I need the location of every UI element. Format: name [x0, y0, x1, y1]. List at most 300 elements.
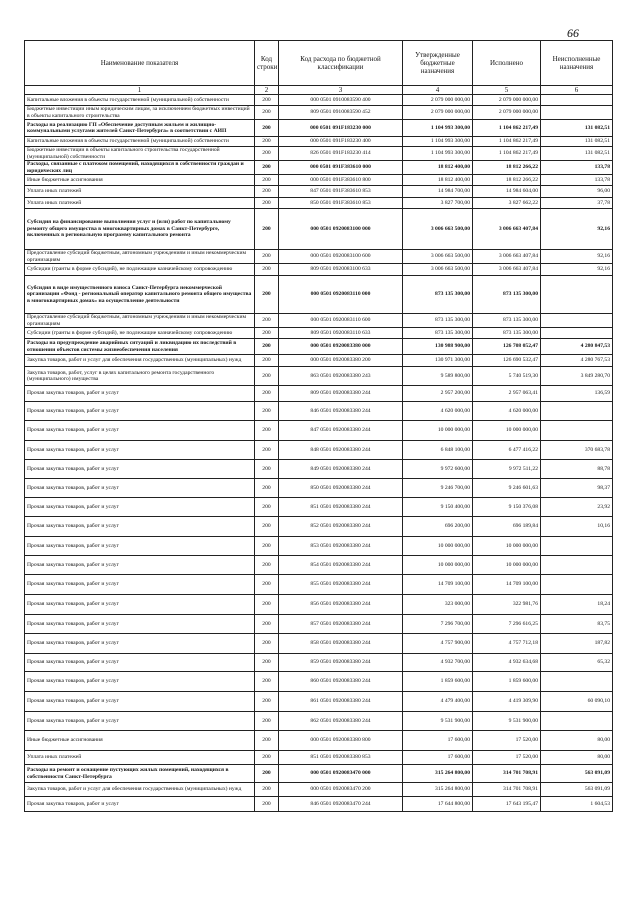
row-remaining: 92,16 — [541, 250, 613, 264]
row-remaining: 133,78 — [541, 175, 613, 186]
row-approved: 17 600,00 — [403, 751, 473, 765]
row-line-code: 200 — [255, 147, 279, 161]
row-approved: 696 200,00 — [403, 517, 473, 537]
row-name: Субсидии (гранты в форме субсидий), не подлежащие казначейскому сопровождению — [25, 264, 255, 276]
row-line-code: 200 — [255, 517, 279, 537]
row-line-code: 200 — [255, 328, 279, 339]
table-row — [25, 672, 613, 692]
row-line-code: 200 — [255, 421, 279, 441]
row-remaining — [541, 672, 613, 692]
row-approved: 17 600,00 — [403, 731, 473, 751]
row-executed: 17 520,00 — [473, 731, 541, 751]
column-number: 4 — [403, 86, 473, 95]
row-name: Прочая закупка товаров, работ и услуг — [25, 654, 255, 672]
row-name: Прочая закупка товаров, работ и услуг — [25, 537, 255, 556]
table-row — [25, 460, 613, 479]
row-line-code: 200 — [255, 209, 279, 250]
row-name: Субсидия на финансирование выполнения услуг и (или) работ по капитальному ремонту общего имущества в многоквартирных домах в Санкт-Петербурге, включенных в региональную программу капитального ремонта — [25, 209, 255, 250]
row-line-code: 200 — [255, 537, 279, 556]
row-line-code: 200 — [255, 498, 279, 517]
row-expense-code: 000 0501 0920083380 000 — [279, 339, 403, 355]
row-approved: 315 264 800,00 — [403, 783, 473, 797]
row-executed: 1 104 862 217,49 — [473, 147, 541, 161]
row-expense-code: 000 0501 0910083590 400 — [279, 95, 403, 106]
row-approved: 315 264 800,00 — [403, 765, 473, 783]
row-remaining: 563 091,09 — [541, 765, 613, 783]
row-name: Субсидии (гранты в форме субсидий), не подлежащие казначейскому сопровождению — [25, 328, 255, 339]
row-name: Расходы на реализацию ГП «Обеспечение доступным жильем и жилищно-коммунальными услугами жителей Санкт-Петербурга» в соответствии с АИП — [25, 120, 255, 137]
row-line-code: 200 — [255, 175, 279, 186]
row-executed: 873 135 300,00 — [473, 314, 541, 328]
table-row — [25, 314, 613, 328]
row-remaining — [541, 421, 613, 441]
row-approved: 2 079 000 000,00 — [403, 106, 473, 120]
row-approved: 9 246 700,00 — [403, 479, 473, 498]
row-remaining — [541, 314, 613, 328]
table-row — [25, 498, 613, 517]
row-expense-code: 809 0501 0910083590 452 — [279, 106, 403, 120]
table-row — [25, 147, 613, 161]
row-line-code: 200 — [255, 264, 279, 276]
row-approved: 2 079 000 000,00 — [403, 95, 473, 106]
row-expense-code: 850 0501 0920083380 244 — [279, 479, 403, 498]
header-remaining: Неисполненные назначения — [541, 41, 613, 86]
row-remaining: 18,24 — [541, 595, 613, 615]
row-expense-code: 000 0501 0920083470 000 — [279, 765, 403, 783]
row-name: Субсидия в виде имущественного взноса Санкт-Петербурга некоммерческой организации «Фонд - региональный оператор капитального ремонта общего имущества в многоквартирных домах» на осуществление деятельности — [25, 276, 255, 314]
row-expense-code: 826 0501 091F183230 414 — [279, 147, 403, 161]
row-expense-code: 000 0501 091F383610 000 — [279, 161, 403, 175]
row-remaining: 92,16 — [541, 264, 613, 276]
column-number: 5 — [473, 86, 541, 95]
row-name: Прочая закупка товаров, работ и услуг — [25, 797, 255, 812]
row-name: Закупка товаров, работ и услуг для обеспечения государственных (муниципальных) нужд — [25, 355, 255, 367]
table-row — [25, 731, 613, 751]
row-executed: 2 079 000 000,00 — [473, 95, 541, 106]
row-expense-code: 000 0501 0920083470 200 — [279, 783, 403, 797]
row-expense-code: 000 0501 0920083110 600 — [279, 314, 403, 328]
row-name: Закупка товаров, работ, услуг в целях капитального ремонта государственного (муниципального) имущества — [25, 367, 255, 386]
table-row — [25, 402, 613, 421]
row-name: Закупка товаров, работ и услуг для обеспечения государственных (муниципальных) нужд — [25, 783, 255, 797]
row-name: Прочая закупка товаров, работ и услуг — [25, 595, 255, 615]
row-executed: 314 701 708,91 — [473, 765, 541, 783]
row-remaining: 60 090,10 — [541, 692, 613, 712]
row-remaining — [541, 106, 613, 120]
row-expense-code: 809 0501 0920083380 244 — [279, 386, 403, 402]
row-expense-code: 857 0501 0920083380 244 — [279, 615, 403, 634]
table-row — [25, 276, 613, 314]
row-expense-code: 000 0501 0920083100 600 — [279, 250, 403, 264]
row-expense-code: 859 0501 0920083380 244 — [279, 654, 403, 672]
row-remaining: 65,32 — [541, 654, 613, 672]
row-remaining: 3 849 280,70 — [541, 367, 613, 386]
row-remaining — [541, 712, 613, 731]
row-name: Расходы на предупреждение аварийных ситуаций и ликвидацию их последствий в отношении объектов системы жизнеобеспечения населения — [25, 339, 255, 355]
column-number: 1 — [25, 86, 255, 95]
row-approved: 10 000 000,00 — [403, 421, 473, 441]
row-name: Предоставление субсидий бюджетным, автономным учреждениям и иным некоммерческим организациям — [25, 250, 255, 264]
row-executed: 873 135 300,00 — [473, 328, 541, 339]
row-line-code: 200 — [255, 595, 279, 615]
header-executed: Исполнено — [473, 41, 541, 86]
row-approved: 873 135 300,00 — [403, 276, 473, 314]
row-approved: 10 000 000,00 — [403, 556, 473, 575]
row-remaining: 370 683,78 — [541, 441, 613, 460]
row-name: Иные бюджетные ассигнования — [25, 731, 255, 751]
budget-execution-table — [24, 40, 613, 812]
row-expense-code: 000 0501 0920083110 000 — [279, 276, 403, 314]
row-expense-code: 847 0501 091F383610 853 — [279, 186, 403, 198]
row-remaining: 131 082,51 — [541, 120, 613, 137]
row-line-code: 200 — [255, 95, 279, 106]
row-line-code: 200 — [255, 161, 279, 175]
row-expense-code: 000 0501 091F183230 000 — [279, 120, 403, 137]
row-line-code: 200 — [255, 615, 279, 634]
table-row — [25, 106, 613, 120]
row-remaining: 80,00 — [541, 731, 613, 751]
row-name: Прочая закупка товаров, работ и услуг — [25, 441, 255, 460]
row-line-code: 200 — [255, 186, 279, 198]
row-approved: 1 859 600,00 — [403, 672, 473, 692]
row-executed: 3 827 662,22 — [473, 198, 541, 209]
table-row — [25, 186, 613, 198]
table-row — [25, 198, 613, 209]
row-line-code: 200 — [255, 137, 279, 147]
row-line-code: 200 — [255, 276, 279, 314]
row-name: Прочая закупка товаров, работ и услуг — [25, 672, 255, 692]
row-remaining: 92,16 — [541, 209, 613, 250]
row-approved: 7 296 700,00 — [403, 615, 473, 634]
row-name: Прочая закупка товаров, работ и услуг — [25, 634, 255, 654]
row-remaining: 83,75 — [541, 615, 613, 634]
row-name: Прочая закупка товаров, работ и услуг — [25, 386, 255, 402]
row-line-code: 200 — [255, 783, 279, 797]
row-approved: 1 104 993 300,00 — [403, 137, 473, 147]
row-remaining: 131 082,51 — [541, 137, 613, 147]
table-row — [25, 615, 613, 634]
row-remaining: 98,37 — [541, 479, 613, 498]
row-executed: 6 477 416,22 — [473, 441, 541, 460]
row-name: Уплата иных платежей — [25, 751, 255, 765]
table-row — [25, 783, 613, 797]
row-approved: 9 531 900,00 — [403, 712, 473, 731]
row-executed: 14 709 100,00 — [473, 575, 541, 595]
row-remaining — [541, 328, 613, 339]
row-name: Прочая закупка товаров, работ и услуг — [25, 517, 255, 537]
row-executed: 9 246 601,63 — [473, 479, 541, 498]
table-row — [25, 712, 613, 731]
table-row — [25, 120, 613, 137]
table-row — [25, 355, 613, 367]
row-approved: 14 984 700,00 — [403, 186, 473, 198]
column-number: 2 — [255, 86, 279, 95]
row-expense-code: 000 0501 0920083100 000 — [279, 209, 403, 250]
row-executed: 3 006 663 407,84 — [473, 264, 541, 276]
row-line-code: 200 — [255, 751, 279, 765]
row-remaining: 4 280 767,53 — [541, 355, 613, 367]
row-name: Прочая закупка товаров, работ и услуг — [25, 460, 255, 479]
row-executed: 4 419 309,90 — [473, 692, 541, 712]
row-remaining: 23,92 — [541, 498, 613, 517]
row-approved: 4 757 900,00 — [403, 634, 473, 654]
row-approved: 10 000 000,00 — [403, 537, 473, 556]
row-approved: 4 479 400,00 — [403, 692, 473, 712]
row-approved: 3 006 663 500,00 — [403, 209, 473, 250]
row-line-code: 200 — [255, 797, 279, 812]
row-executed: 3 006 663 407,84 — [473, 209, 541, 250]
row-expense-code: 846 0501 0920083470 244 — [279, 797, 403, 812]
row-line-code: 200 — [255, 441, 279, 460]
row-executed: 696 189,84 — [473, 517, 541, 537]
row-remaining: 131 082,51 — [541, 147, 613, 161]
row-approved: 3 827 700,00 — [403, 198, 473, 209]
row-executed: 4 757 712,18 — [473, 634, 541, 654]
row-name: Уплата иных платежей — [25, 186, 255, 198]
row-expense-code: 809 0501 0920083110 633 — [279, 328, 403, 339]
row-line-code: 200 — [255, 731, 279, 751]
row-executed: 1 104 862 217,49 — [473, 120, 541, 137]
row-approved: 9 150 400,00 — [403, 498, 473, 517]
row-line-code: 200 — [255, 692, 279, 712]
row-expense-code: 852 0501 0920083380 244 — [279, 517, 403, 537]
row-line-code: 200 — [255, 479, 279, 498]
row-remaining — [541, 537, 613, 556]
header-approved: Утвержденные бюджетные назначения — [403, 41, 473, 86]
row-name: Прочая закупка товаров, работ и услуг — [25, 402, 255, 421]
row-approved: 323 000,00 — [403, 595, 473, 615]
row-executed: 10 000 000,00 — [473, 421, 541, 441]
table-row — [25, 654, 613, 672]
row-name: Прочая закупка товаров, работ и услуг — [25, 421, 255, 441]
row-approved: 4 620 000,00 — [403, 402, 473, 421]
row-executed: 1 104 862 217,49 — [473, 137, 541, 147]
row-expense-code: 853 0501 0920083380 244 — [279, 537, 403, 556]
row-approved: 130 971 300,00 — [403, 355, 473, 367]
row-approved: 9 589 800,00 — [403, 367, 473, 386]
row-remaining — [541, 402, 613, 421]
table-row — [25, 161, 613, 175]
row-approved: 18 812 400,00 — [403, 161, 473, 175]
row-line-code: 200 — [255, 402, 279, 421]
row-remaining: 4 280 847,53 — [541, 339, 613, 355]
row-expense-code: 858 0501 0920083380 244 — [279, 634, 403, 654]
table-row — [25, 441, 613, 460]
row-expense-code: 855 0501 0920083380 244 — [279, 575, 403, 595]
row-approved: 1 104 993 300,00 — [403, 147, 473, 161]
row-executed: 4 620 000,00 — [473, 402, 541, 421]
row-remaining — [541, 276, 613, 314]
header-indicator-name: Наименование показателя — [25, 41, 255, 86]
header-expense-code: Код расхода по бюджетной классификации — [279, 41, 403, 86]
row-approved: 6 848 100,00 — [403, 441, 473, 460]
row-executed: 17 643 195,47 — [473, 797, 541, 812]
row-executed: 9 150 376,08 — [473, 498, 541, 517]
table-row — [25, 421, 613, 441]
row-line-code: 200 — [255, 386, 279, 402]
row-line-code: 200 — [255, 654, 279, 672]
row-approved: 3 006 663 500,00 — [403, 250, 473, 264]
row-expense-code: 854 0501 0920083380 244 — [279, 556, 403, 575]
row-remaining: 10,16 — [541, 517, 613, 537]
row-executed: 3 006 663 407,84 — [473, 250, 541, 264]
row-name: Расходы, связанные с платежом помещений, находящихся в собственности граждан и юридических лиц — [25, 161, 255, 175]
row-remaining — [541, 95, 613, 106]
row-expense-code: 851 0501 0920083380 853 — [279, 751, 403, 765]
row-line-code: 200 — [255, 765, 279, 783]
row-name: Прочая закупка товаров, работ и услуг — [25, 615, 255, 634]
row-expense-code: 809 0501 0920083100 633 — [279, 264, 403, 276]
row-executed: 14 984 604,00 — [473, 186, 541, 198]
table-row — [25, 479, 613, 498]
row-line-code: 200 — [255, 120, 279, 137]
row-executed: 4 932 634,68 — [473, 654, 541, 672]
row-expense-code: 862 0501 0920083380 244 — [279, 712, 403, 731]
row-name: Капитальные вложения в объекты государственной (муниципальной) собственности — [25, 137, 255, 147]
table-row — [25, 595, 613, 615]
row-name: Бюджетные инвестиции в объекты капитального строительства государственной (муниципальной) собственности — [25, 147, 255, 161]
row-approved: 873 135 300,00 — [403, 328, 473, 339]
row-executed: 2 079 000 000,00 — [473, 106, 541, 120]
row-executed: 9 972 511,22 — [473, 460, 541, 479]
row-executed: 5 740 519,30 — [473, 367, 541, 386]
row-executed: 873 135 300,00 — [473, 276, 541, 314]
row-name: Прочая закупка товаров, работ и услуг — [25, 479, 255, 498]
row-line-code: 200 — [255, 339, 279, 355]
row-name: Капитальные вложения в объекты государственной (муниципальной) собственности — [25, 95, 255, 106]
row-line-code: 200 — [255, 367, 279, 386]
row-approved: 2 957 200,00 — [403, 386, 473, 402]
row-name: Прочая закупка товаров, работ и услуг — [25, 692, 255, 712]
table-row — [25, 556, 613, 575]
row-name: Предоставление субсидий бюджетным, автономным учреждениям и иным некоммерческим организациям — [25, 314, 255, 328]
row-remaining: 88,78 — [541, 460, 613, 479]
row-remaining: 136,59 — [541, 386, 613, 402]
row-approved: 1 104 993 300,00 — [403, 120, 473, 137]
row-executed: 17 520,00 — [473, 751, 541, 765]
row-approved: 17 644 800,00 — [403, 797, 473, 812]
table-row — [25, 209, 613, 250]
row-expense-code: 850 0501 091F383610 853 — [279, 198, 403, 209]
row-line-code: 200 — [255, 672, 279, 692]
row-approved: 873 135 300,00 — [403, 314, 473, 328]
row-expense-code: 851 0501 0920083380 244 — [279, 498, 403, 517]
row-remaining: 96,00 — [541, 186, 613, 198]
row-line-code: 200 — [255, 575, 279, 595]
row-name: Прочая закупка товаров, работ и услуг — [25, 712, 255, 731]
row-executed: 18 812 266,22 — [473, 175, 541, 186]
row-approved: 14 709 100,00 — [403, 575, 473, 595]
row-remaining — [541, 575, 613, 595]
table-row — [25, 537, 613, 556]
row-line-code: 200 — [255, 634, 279, 654]
table-row — [25, 95, 613, 106]
table-row — [25, 386, 613, 402]
row-expense-code: 000 0501 091F183230 400 — [279, 137, 403, 147]
row-executed: 2 957 063,41 — [473, 386, 541, 402]
row-executed: 314 701 708,91 — [473, 783, 541, 797]
row-expense-code: 849 0501 0920083380 244 — [279, 460, 403, 479]
row-line-code: 200 — [255, 250, 279, 264]
table-row — [25, 137, 613, 147]
row-remaining: 1 604,53 — [541, 797, 613, 812]
row-expense-code: 847 0501 0920083380 244 — [279, 421, 403, 441]
row-approved: 130 988 900,00 — [403, 339, 473, 355]
row-approved: 18 812 400,00 — [403, 175, 473, 186]
table-row — [25, 367, 613, 386]
table-body — [25, 95, 613, 812]
row-expense-code: 860 0501 0920083380 244 — [279, 672, 403, 692]
row-expense-code: 846 0501 0920083380 244 — [279, 402, 403, 421]
table-row — [25, 634, 613, 654]
row-line-code: 200 — [255, 106, 279, 120]
row-line-code: 200 — [255, 355, 279, 367]
table-row — [25, 765, 613, 783]
row-executed: 126 690 532,47 — [473, 355, 541, 367]
row-name: Прочая закупка товаров, работ и услуг — [25, 575, 255, 595]
row-remaining: 187,82 — [541, 634, 613, 654]
row-executed: 1 859 600,00 — [473, 672, 541, 692]
row-expense-code: 000 0501 091F383610 800 — [279, 175, 403, 186]
table-row — [25, 250, 613, 264]
row-expense-code: 856 0501 0920083380 244 — [279, 595, 403, 615]
row-remaining: 80,00 — [541, 751, 613, 765]
row-executed: 10 000 000,00 — [473, 537, 541, 556]
row-remaining: 133,78 — [541, 161, 613, 175]
header-line-code: Код строки — [255, 41, 279, 86]
row-executed: 18 812 266,22 — [473, 161, 541, 175]
row-expense-code: 000 0501 0920083380 200 — [279, 355, 403, 367]
row-line-code: 200 — [255, 198, 279, 209]
table-row — [25, 751, 613, 765]
row-name: Бюджетные инвестиции иным юридическим лицам, за исключением бюджетных инвестиций в объекты капитального строительства — [25, 106, 255, 120]
table-row — [25, 797, 613, 812]
table-row — [25, 328, 613, 339]
column-number: 6 — [541, 86, 613, 95]
row-approved: 3 006 663 500,00 — [403, 264, 473, 276]
row-line-code: 200 — [255, 712, 279, 731]
row-remaining — [541, 556, 613, 575]
table-row — [25, 264, 613, 276]
table-row — [25, 175, 613, 186]
page-number: 66 — [567, 26, 579, 40]
column-number: 3 — [279, 86, 403, 95]
row-executed: 9 531 900,00 — [473, 712, 541, 731]
row-approved: 4 932 700,00 — [403, 654, 473, 672]
row-expense-code: 848 0501 0920083380 244 — [279, 441, 403, 460]
table-row — [25, 339, 613, 355]
row-name: Уплата иных платежей — [25, 198, 255, 209]
table-row — [25, 517, 613, 537]
row-executed: 322 981,76 — [473, 595, 541, 615]
row-line-code: 200 — [255, 460, 279, 479]
row-approved: 9 972 600,00 — [403, 460, 473, 479]
row-remaining: 563 091,09 — [541, 783, 613, 797]
row-name: Расходы на ремонт и оснащение пустующих жилых помещений, находящихся в собственности Санкт-Петербурга — [25, 765, 255, 783]
row-expense-code: 863 0501 0920083380 243 — [279, 367, 403, 386]
row-expense-code: 000 0501 0920083380 800 — [279, 731, 403, 751]
row-expense-code: 861 0501 0920083380 244 — [279, 692, 403, 712]
table-row — [25, 692, 613, 712]
row-name: Прочая закупка товаров, работ и услуг — [25, 556, 255, 575]
row-executed: 7 296 616,25 — [473, 615, 541, 634]
row-name: Иные бюджетные ассигнования — [25, 175, 255, 186]
row-name: Прочая закупка товаров, работ и услуг — [25, 498, 255, 517]
row-line-code: 200 — [255, 556, 279, 575]
row-executed: 126 708 052,47 — [473, 339, 541, 355]
row-line-code: 200 — [255, 314, 279, 328]
table-row — [25, 575, 613, 595]
